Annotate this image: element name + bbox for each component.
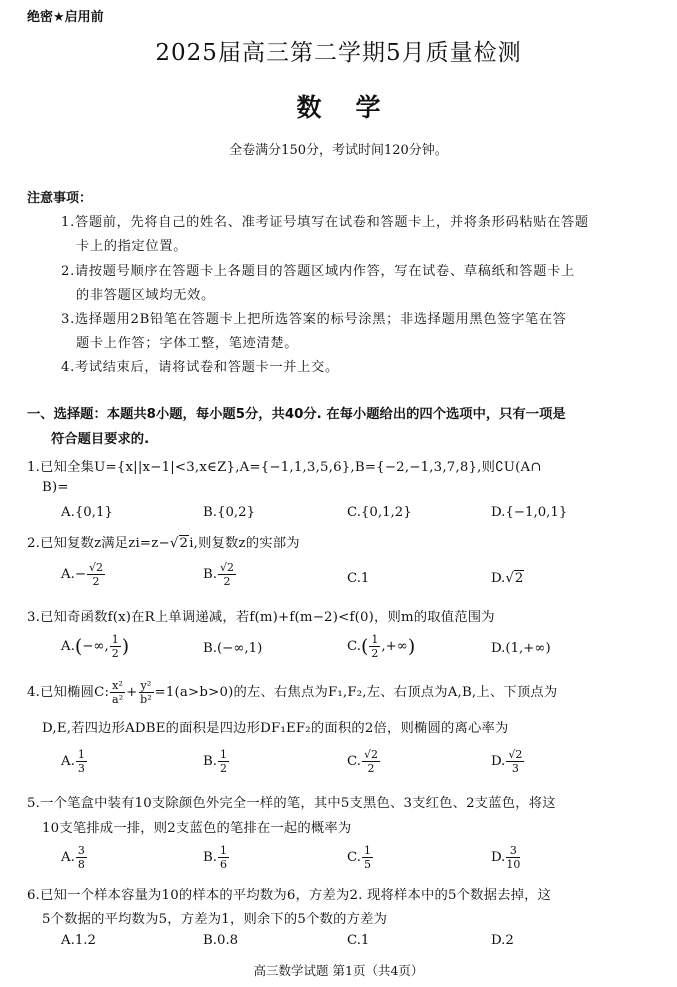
question-4-stem (27, 680, 557, 705)
notice-item-4: 4.考试结束后，请将试卷和答题卡一并上交。 (61, 360, 339, 375)
q3-a-rparen: ) (121, 635, 130, 658)
q4-option-b (203, 749, 230, 774)
q3-c-rparen: ) (407, 635, 416, 658)
q2-stem-radicand: 2 (179, 536, 189, 551)
q5-a-den: 8 (77, 858, 85, 871)
section-heading-cont: 符合题目要求的. (51, 432, 150, 447)
q2-b-fraction (218, 562, 236, 587)
q6-option-a: A.1.2 (61, 933, 96, 948)
q4-a-label: A. (61, 754, 75, 769)
notice-item-1: 1.答题前，先将自己的姓名、准考证号填写在试卷和答题卡上，并将条形码粘贴在答题 (61, 215, 589, 230)
q5-c-label: C. (347, 850, 361, 865)
q5-a-num: 3 (77, 844, 85, 857)
q2-a-den: 2 (92, 575, 100, 588)
q2-option-b (203, 562, 237, 587)
q2-b-label: B. (203, 567, 217, 582)
question-6-stem: 6.已知一个样本容量为10的样本的平均数为6，方差为2. 现将样本中的5个数据去掉，这 (27, 888, 552, 903)
q3-a-lparen: ( (74, 635, 83, 658)
q5-d-label: D. (491, 850, 506, 865)
q2-d-label: D. (491, 571, 506, 586)
q4-c-fraction (362, 749, 380, 774)
q2-option-d: D.√2 (491, 571, 524, 586)
q6-option-d: D.2 (491, 933, 514, 948)
q5-b-label: B. (203, 850, 217, 865)
q4-c-den: 2 (367, 762, 375, 775)
q4-d-label: D. (491, 754, 506, 769)
q5-b-den: 6 (220, 858, 227, 871)
q3-a-den: 2 (111, 647, 119, 660)
full-mark-note: 全卷满分150分，考试时间120分钟。 (229, 143, 448, 158)
q2-option-a (61, 562, 106, 587)
q4-x-fraction (110, 680, 125, 705)
q4-c-label: C. (347, 754, 361, 769)
q6-option-c: C.1 (347, 933, 370, 948)
notice-item-3: 3.选择题用2B铅笔在答题卡上把所选答案的标号涂黑；非选择题用黑色签字笔在答 (61, 312, 567, 327)
q2-d-radicand: 2 (514, 571, 524, 586)
q4-stem-post: =1(a>b>0)的左、右焦点为F₁,F₂,左、右顶点为A,B,上、下顶点为 (154, 685, 558, 700)
q4-a-den: 3 (77, 762, 85, 775)
exam-title: 2025届高三第二学期5月质量检测 (155, 40, 522, 66)
q1-option-c: C.{0,1,2} (347, 505, 412, 520)
q2-a-fraction (87, 562, 105, 587)
question-4-stem-cont: D,E,若四边形ADBE的面积是四边形DF₁EF₂的面积的2倍，则椭圆的离心率为 (42, 721, 509, 736)
q4-x-num: x² (112, 679, 124, 692)
notice-item-3-cont: 题卡上作答；字体工整，笔迹清楚。 (76, 336, 299, 351)
q5-b-num: 1 (220, 844, 227, 857)
q5-option-b (203, 845, 230, 870)
q4-y-den: b² (140, 693, 152, 706)
question-3-stem: 3.已知奇函数f(x)在R上单调递减，若f(m)+f(m−2)<f(0)，则m的取值范围为 (27, 610, 495, 625)
q3-a-fraction (110, 634, 121, 659)
q3-a-left: −∞, (82, 639, 109, 654)
q2-a-label: A.− (61, 567, 86, 582)
q2-stem-post: i,则复数z的实部为 (189, 536, 300, 551)
q2-option-c: C.1 (347, 571, 370, 586)
q4-b-fraction (218, 749, 229, 774)
q5-option-d (491, 845, 521, 870)
q3-c-fraction (369, 634, 380, 659)
q5-d-den: 10 (506, 858, 521, 871)
q4-option-c (347, 749, 381, 774)
q5-option-a (61, 845, 88, 870)
q1-option-d: D.{−1,0,1} (491, 505, 568, 520)
notice-item-2-cont: 的非答题区域均无效。 (76, 288, 215, 303)
q4-plus: + (126, 685, 138, 700)
q3-c-den: 2 (371, 647, 379, 660)
question-1-stem-cont: B)= (42, 480, 69, 495)
q2-stem-pre: 2.已知复数z满足zi=z− (27, 536, 170, 551)
question-5-stem: 5.一个笔盒中装有10支除颜色外完全一样的笔，其中5支黑色、3支红色、2支蓝色，将这 (27, 796, 556, 811)
q5-a-fraction (76, 845, 87, 870)
q3-option-d: D.(1,+∞) (491, 641, 551, 656)
q4-x-den: a² (111, 693, 124, 706)
q3-c-label: C. (347, 639, 361, 654)
subject-title: 数学 (296, 93, 415, 122)
question-6-stem-cont: 5个数据的平均数为5，方差为1，则余下的5个数的方差为 (42, 912, 388, 927)
q3-option-a (61, 634, 129, 659)
q2-b-den: 2 (223, 575, 231, 588)
question-1-stem: 1.已知全集U={x||x−1|<3,x∈Z},A={−1,1,3,5,6},B={−2,−1,3,7,8},则∁U(A∩ (27, 460, 542, 475)
q4-d-num: √2 (508, 748, 523, 761)
notice-item-2: 2.请按题号顺序在答题卡上各题目的答题区域内作答，写在试卷、草稿纸和答题卡上 (61, 264, 575, 279)
q3-option-b: B.(−∞,1) (203, 641, 263, 656)
q5-option-c (347, 845, 374, 870)
q3-a-label: A. (61, 639, 75, 654)
q4-y-num: y² (140, 679, 152, 692)
q5-d-fraction (506, 845, 520, 870)
q1-option-a: A.{0,1} (61, 505, 113, 520)
q3-a-num: 1 (111, 633, 119, 646)
q4-option-a (61, 749, 88, 774)
q5-a-label: A. (61, 850, 75, 865)
q3-option-c (347, 634, 415, 659)
q4-a-fraction (76, 749, 87, 774)
q1-option-b: B.{0,2} (203, 505, 256, 520)
q6-option-b: B.0.8 (203, 933, 239, 948)
notice-heading: 注意事项： (27, 191, 93, 206)
question-5-stem-cont: 10支笔排成一排，则2支蓝色的笔排在一起的概率为 (42, 821, 352, 836)
q5-d-num: 3 (506, 845, 520, 858)
q4-c-num: √2 (363, 748, 378, 761)
page-footer: 高三数学试题 第1页（共4页） (253, 963, 424, 978)
q4-b-label: B. (203, 754, 217, 769)
q4-stem-pre: 4.已知椭圆C: (27, 685, 110, 700)
notice-item-1-cont: 卡上的指定位置。 (76, 239, 188, 254)
q3-c-num: 1 (371, 633, 379, 646)
q5-c-num: 1 (363, 844, 371, 857)
q4-d-fraction (506, 749, 524, 774)
question-2-stem: 2.已知复数z满足zi=z−√2i,则复数z的实部为 (27, 536, 300, 551)
q4-b-den: 2 (220, 762, 227, 775)
q2-b-num: √2 (220, 561, 235, 574)
confidential-label: 绝密★启用前 (27, 10, 104, 25)
q4-b-num: 1 (220, 748, 227, 761)
q5-c-den: 5 (363, 858, 371, 871)
q5-b-fraction (218, 845, 229, 870)
q4-option-d (491, 749, 525, 774)
section-heading: 一、选择题：本题共8小题，每小题5分，共40分. 在每小题给出的四个选项中，只有一项是 (27, 407, 566, 422)
q4-y-fraction (139, 680, 154, 705)
q2-a-num: √2 (88, 561, 103, 574)
q5-c-fraction (362, 845, 373, 870)
q4-d-den: 3 (511, 762, 519, 775)
q3-c-right: ,+∞ (381, 639, 408, 654)
q3-c-lparen: ( (360, 635, 369, 658)
q4-a-num: 1 (77, 748, 85, 761)
